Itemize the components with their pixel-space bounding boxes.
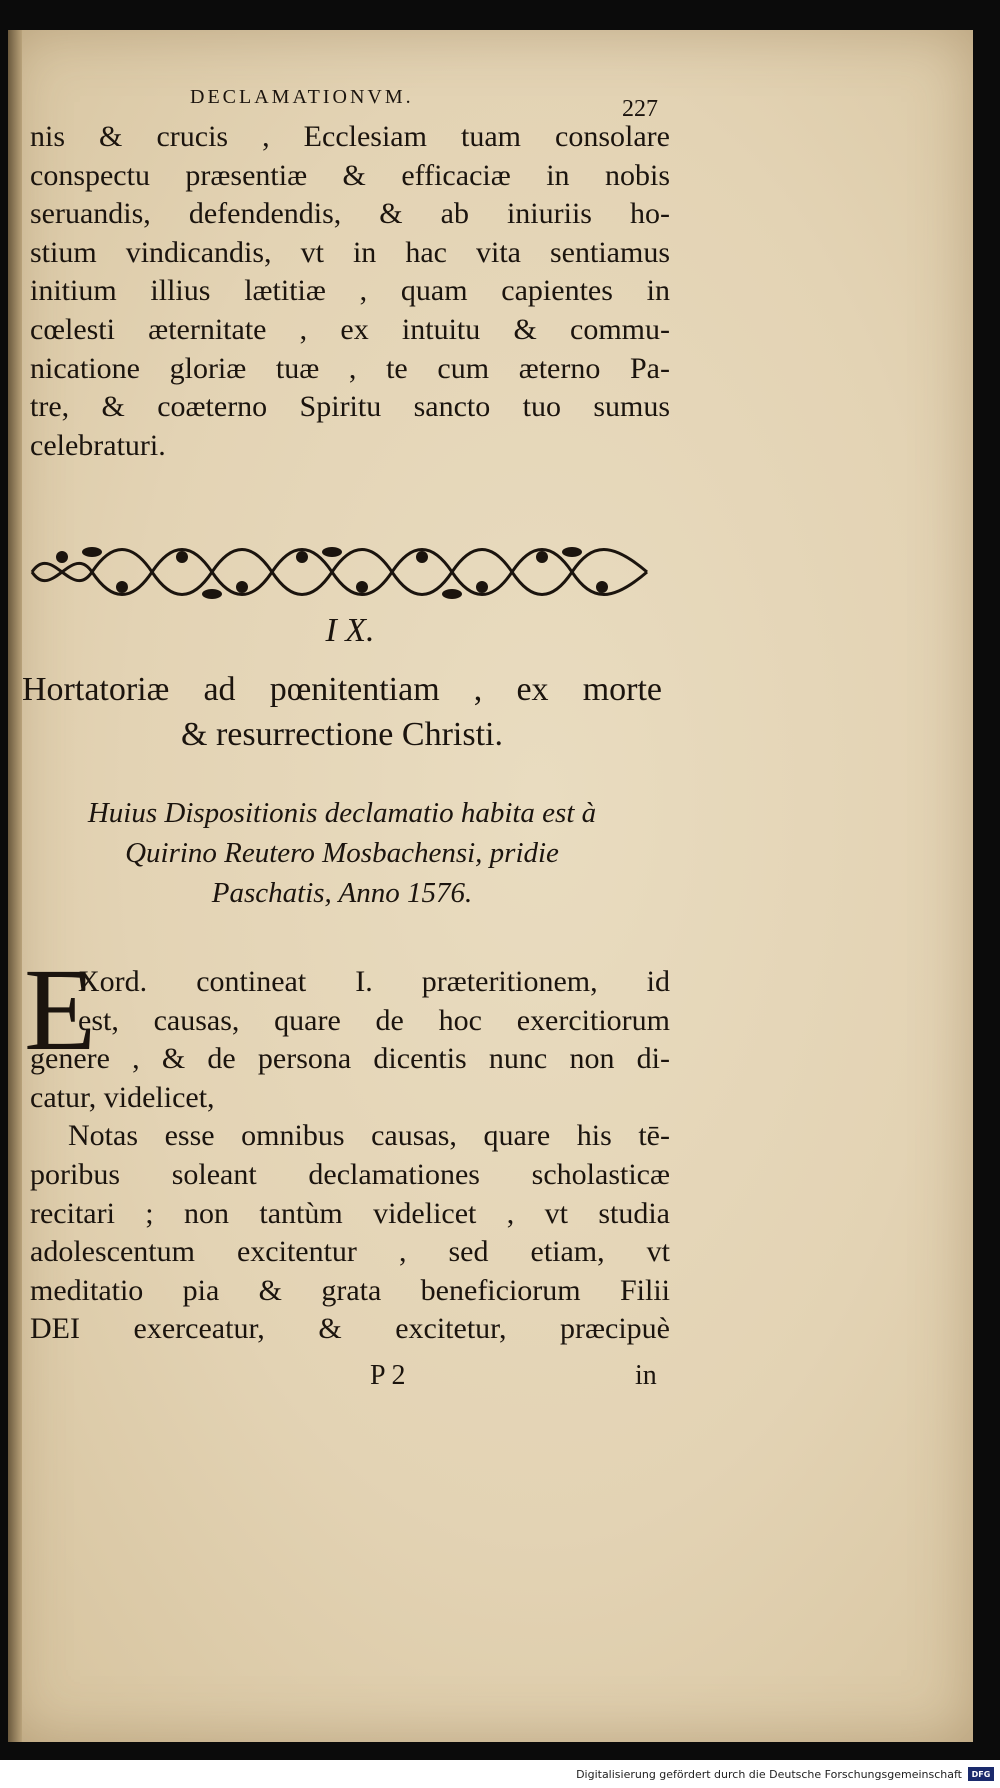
text-line: Xord. contineat I. præteritionem, id [78,965,670,998]
running-head: DECLAMATIONVM. [190,86,414,108]
dfg-logo-icon: DFG [968,1767,994,1781]
funding-credit-text: Digitalisierung gefördert durch die Deutsche Forschungsgemeinschaft [576,1767,962,1781]
subtitle-line: Paschatis, Anno 1576. [211,877,473,909]
text-line: cœlesti æternitate , ex intuitu & commu- [30,312,670,346]
section-subtitle [22,793,662,913]
text-line: genere , & de persona dicentis nunc non di- [30,1042,670,1076]
subtitle-line: Huius Dispositionis declamatio habita est à [87,797,597,829]
text-line: initium illius lætitiæ , quam capientes in [30,274,670,308]
text-line: nis & crucis , Ecclesiam tuam consolare [30,120,670,153]
drop-cap: E [24,944,97,1075]
text-line: seruandis, defendendis, & ab iniuriis ho- [30,197,670,231]
text-line: poribus soleant declamationes scholasticæ [30,1157,670,1191]
funding-credit [560,1763,994,1785]
subtitle-line: Quirino Reutero Mosbachensi, pridie [125,837,559,869]
text-line: catur, videlicet, [30,1080,215,1114]
section-heading [22,667,662,757]
decorative-ornament-band [22,532,657,612]
text-line: adolescentum excitentur , sed etiam, vt [30,1235,670,1269]
text-line: est, causas, quare de hoc exercitiorum [78,1003,670,1037]
text-line: conspectu præsentiæ & efficaciæ in nobis [30,158,670,192]
page-gutter [8,30,22,1742]
text-line: meditatio pia & grata beneficiorum Filii [30,1273,670,1307]
body-paragraph [30,963,670,1349]
heading-line: Hortatoriæ ad pœnitentiam , ex morte [22,671,662,708]
signature-mark: P 2 [370,1360,406,1391]
catchword: in [635,1360,657,1391]
text-line: Notas esse omnibus causas, quare his tē- [68,1119,670,1153]
heading-line: & resurrectione Christi. [181,716,503,753]
text-line: celebraturi. [30,428,166,462]
section-number: I X. [325,612,375,649]
page-number: 227 [622,96,658,122]
text-line: stium vindicandis, vt in hac vita sentiamus [30,235,670,269]
text-line: DEI exerceatur, & excitetur, præcipuè [30,1312,670,1346]
text-line: tre, & coæterno Spiritu sancto tuo sumus [30,390,670,424]
top-paragraph [30,118,670,465]
text-line: nicatione gloriæ tuæ , te cum æterno Pa- [30,351,670,385]
text-line: recitari ; non tantùm videlicet , vt studia [30,1196,670,1230]
